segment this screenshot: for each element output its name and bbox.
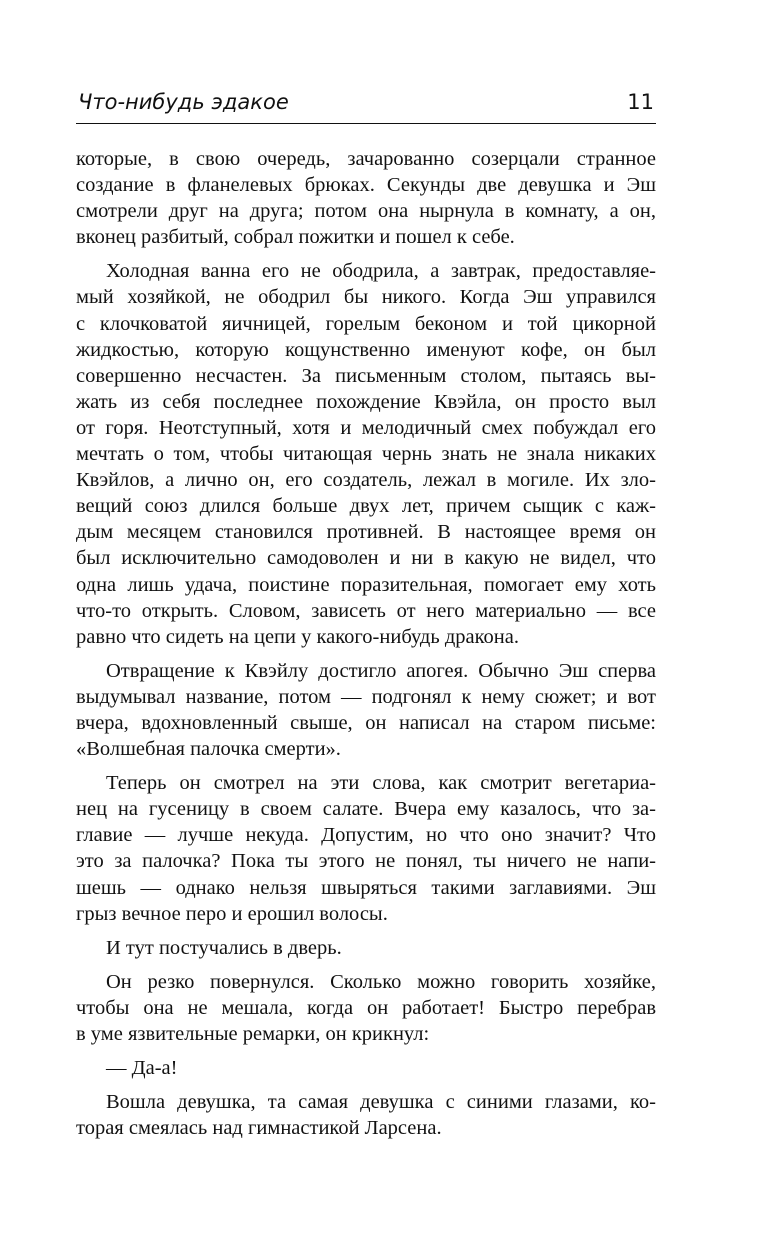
- text-line: шешь — однако нельзя швыряться такими заглавиями. Эш: [76, 876, 656, 899]
- text-line: нец на гусеницу в своем салате. Вчера ему казалось, что за-: [76, 798, 656, 821]
- text-line: Теперь он смотрел на эти слова, как смотрит вегетариа-: [106, 772, 656, 795]
- text-line: в уме язвительные ремарки, он крикнул:: [76, 1023, 430, 1045]
- text-line: мый хозяйкой, не ободрил бы никого. Когда Эш управился: [76, 286, 656, 309]
- text-line: создание в фланелевых брюках. Секунды две девушка и Эш: [76, 174, 656, 197]
- text-line: был исключительно самодоволен и ни в какую не видел, что: [76, 547, 656, 570]
- text-line: Отвращение к Квэйлу достигло апогея. Обычно Эш сперва: [106, 659, 656, 682]
- text-line: равно что сидеть на цепи у какого-нибудь дракона.: [76, 625, 519, 648]
- running-header: [76, 84, 656, 124]
- text-line: что-то открыть. Словом, зависеть от него материально — все: [76, 599, 656, 622]
- text-line: Вошла девушка, та самая девушка с синими глазами, ко-: [106, 1091, 656, 1114]
- text-line: вконец разбитый, собрал пожитки и пошел к себе.: [76, 226, 515, 249]
- text-line: мечтать о том, чтобы читающая чернь знать не знала никаких: [76, 443, 656, 466]
- text-line: чтобы она не мешала, когда он работает! Быстро перебрав: [76, 996, 656, 1019]
- paragraph: [76, 1089, 656, 1141]
- text-line: от горя. Неотступный, хотя и мелодичный смех побуждал его: [76, 416, 656, 439]
- paragraph: [76, 658, 656, 762]
- page-number: 11: [627, 90, 654, 114]
- text-line: жать из себя последнее похождение Квэйла, он просто выл: [76, 390, 656, 413]
- paragraph: [76, 1055, 656, 1081]
- text-line: Квэйлов, а лично он, его создатель, лежал в могиле. Их зло-: [76, 469, 656, 492]
- text-line: торая смеялась над гимнастикой Ларсена.: [76, 1117, 442, 1140]
- paragraph: [76, 146, 656, 250]
- text-line: выдумывал название, потом — подгонял к нему сюжет; и вот: [76, 685, 656, 708]
- text-line: Холодная ванна его не ободрила, а завтрак, предоставляе-: [106, 260, 656, 283]
- text-line: Он резко повернулся. Сколько можно говорить хозяйке,: [106, 970, 656, 993]
- text-line: главие — лучше некуда. Допустим, но что оно значит? Что: [76, 824, 656, 847]
- text-line: которые, в свою очередь, зачарованно созерцали странное: [76, 148, 656, 170]
- body-text: [76, 146, 656, 1149]
- paragraph: [76, 969, 656, 1047]
- paragraph: [76, 770, 656, 927]
- text-line: вещий союз длился больше двух лет, причем сыщик с каж-: [76, 495, 656, 518]
- paragraph: [76, 258, 656, 649]
- text-line: жидкостью, которую кощунственно именуют кофе, он был: [76, 338, 656, 361]
- text-line: это за палочка? Пока ты этого не понял, ты ничего не напи-: [76, 850, 656, 873]
- text-line: «Волшебная палочка смерти».: [76, 738, 341, 761]
- paragraph: [76, 935, 656, 961]
- text-line: грыз вечное перо и ерошил волосы.: [76, 902, 388, 925]
- text-line: вчера, вдохновленный свыше, он написал на старом письме:: [76, 711, 656, 734]
- text-line: дым месяцем становился противней. В настоящее время он: [76, 521, 656, 544]
- text-line: одна лишь удача, поистине поразительная, помогает ему хоть: [76, 573, 656, 596]
- text-line: — Да-а!: [106, 1057, 178, 1080]
- text-line: И тут постучались в дверь.: [106, 936, 342, 959]
- text-line: с клочковатой яичницей, горелым беконом и той цикорной: [76, 312, 656, 335]
- text-line: совершенно несчастен. За письменным столом, пытаясь вы-: [76, 364, 656, 387]
- text-line: смотрели друг на друга; потом она нырнула в комнату, а он,: [76, 200, 656, 223]
- running-title: Что-нибудь эдакое: [78, 90, 289, 114]
